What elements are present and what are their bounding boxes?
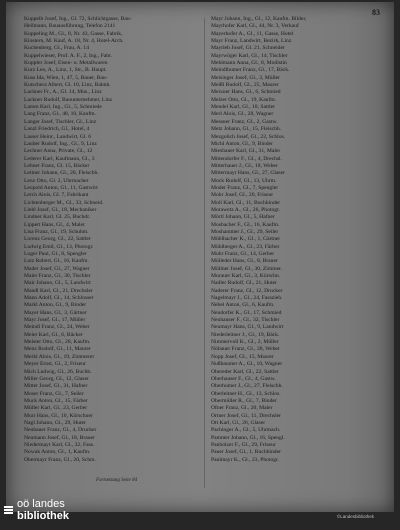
directory-entry: Nowak Anton, Gl., 1, Kaufm. [24, 449, 91, 456]
directory-entry: Lisa Franz, Gl., 19, Schuhm. [24, 228, 89, 235]
directory-entry: Oberleitner H., Gl., 13, Schlos. [211, 390, 281, 397]
logo-bars-icon [4, 506, 13, 514]
directory-entry: Mair Johann, Gl., 5, Landwirt [24, 280, 91, 287]
directory-entry: Kuppler Josef, Eisen- u. Metallwaren [24, 60, 108, 67]
directory-entry: Mich Ludwig, Gl., 26, Buchb. [24, 368, 92, 375]
directory-entry: Klostern, M. Kauf, A. 18, Nr. 4, Hotel-Arch. [24, 38, 124, 45]
directory-entry: Lasser Heinr., Landwirt, Gl. 6 [24, 133, 92, 140]
directory-entry: Merl Alois, Gl., 28, Wagner [211, 111, 274, 118]
directory-entry: Pauer Josef, Gl., 1, Buchbinder [211, 449, 281, 456]
directory-entry: Moll Karl, Gl., 11, Buchbinder [211, 199, 281, 206]
directory-entry: Mülleder Hans, Gl., 8, Brauer [211, 258, 278, 265]
directory-entry: Melzer Otto, Gl., 19, Kaufm. [211, 96, 277, 103]
library-logo [4, 498, 69, 522]
directory-entry: Lehner Franz, Gl. 15, Bäcker [24, 162, 90, 169]
directory-entry: Kuppeling M., Gl., 8, Nr. 43, Gasse, Fabrik, [24, 30, 123, 37]
column-divider [204, 18, 205, 488]
directory-entry: Mitter Josef, Gl., 31, Hafner [24, 383, 88, 390]
directory-entry: Murauer Karl, Gl., 3, Kürschn. [211, 273, 281, 280]
directory-entry: Niedermayr Karl, Gl., 32, Fass. [24, 441, 95, 448]
directory-entry: Lippert Hans, Gl., 4, Maler [24, 221, 85, 228]
directory-entry: Meister Otto, Gl., 28, Kaufm. [24, 339, 91, 346]
directory-entry: Kutschera Albert, Gl. 10, Linz, Bahnh. [24, 82, 111, 89]
directory-entry: Panholzer F., Gl., 29, Friseur [211, 441, 276, 448]
directory-entry: Mayrhofer Karl, Gl., 44, Nr. 3, Verkauf [211, 23, 299, 30]
directory-entry: Mayr Josef, Gl., 17, Müller [24, 317, 86, 324]
directory-entry: Nopp Josef, Gl., 15, Maurer [211, 353, 274, 360]
directory-entry: Lechner Anna, Private, Gl., 12 [24, 148, 93, 155]
directory-entry: Michl Anton, Gl., 9, Binder [211, 140, 273, 147]
directory-entry: Mendel Karl, Gl., 10, Sattler [211, 104, 276, 111]
directory-entry: Meißl Rudolf, Gl., 25, Maurer [211, 82, 279, 89]
directory-entry: Merkl Alois, Gl., 19, Zimmerer [24, 353, 95, 360]
directory-entry: Pachinger A., Gl., 5, Uhrmach. [211, 427, 281, 434]
directory-entry: Leitner Johann, Gl., 20, Fleischh. [24, 170, 99, 177]
directory-entry: Lauber Rudolf, Ing., Gl., 9, Linz [24, 140, 97, 147]
left-column [24, 16, 200, 464]
directory-entry: Lederer Karl, Kaufmann, Gl., 3 [24, 155, 95, 162]
directory-entry: Kuss Ida, Wien, 1, 47, 5, Bauer, Bau- [24, 74, 108, 81]
directory-entry: Lutz Robert, Gl., 16, Kaufm. [24, 258, 89, 265]
directory-entry: Oberhumer J., Gl., 27, Fleischh. [211, 383, 283, 390]
directory-entry: Obermüller R., Gl., 7, Binder [211, 397, 277, 404]
directory-entry: Mittendorfer F., Gl., 4, Drechsl. [211, 155, 283, 162]
directory-entry: Meixner Hans, Gl., 6, Schmied [211, 89, 281, 96]
directory-entry: Moshammer J., Gl., 29, Seiler [211, 228, 279, 235]
directory-entry: Neuhauser F., Gl., 32, Tischler [211, 317, 280, 324]
directory-entry: Meindl Franz, Gl., 24, Weber [24, 324, 90, 331]
directory-entry: Langer Josef, Tischler, Gl., Linz [24, 118, 97, 125]
directory-entry: Liebl Josef, Gl., 18, Mechaniker [24, 206, 97, 213]
directory-entry: Meisinger Josef, Gl., 3, Müller [211, 74, 280, 81]
directory-entry: Pammer Johann, Gl., 16, Spengl. [211, 434, 285, 441]
directory-entry: Miesbauer Karl, Gl., 31, Maler [211, 148, 281, 155]
directory-entry: Mitterbauer J., Gl., 18, Weber [211, 162, 278, 169]
directory-entry: Markl Anton, Gl., 9, Binder [24, 302, 87, 309]
directory-entry: Nußbaumer A., Gl., 10, Wagner [211, 361, 283, 368]
directory-entry: Metz Johann, Gl., 15, Fleischh. [211, 126, 282, 133]
directory-entry: Naderer Franz, Gl., 12, Drucker [211, 287, 283, 294]
directory-entry: Mohr Josef, Gl., 20, Friseur [211, 192, 274, 199]
directory-entry: Mosbacher F., Gl., 16, Kaufm. [211, 221, 280, 228]
directory-entry: Neudorfer K., Gl., 17, Schmied [211, 309, 282, 316]
directory-entry: Mezgolich Josef, Gl., 22, Schlos. [211, 133, 286, 140]
directory-entry: Niederleitner J., Gl., 19, Bäck. [211, 331, 280, 338]
copyright-notice: ©Landesbibliothek [336, 514, 374, 519]
directory-entry: Heilmann, Bauausführung, Telefon 2141 [24, 23, 116, 30]
directory-entry: Mayr Franz, Landwirt, Bezirk, Linz [211, 38, 292, 45]
directory-entry: Mayr Johann, Ing., Gl., 12, Kaufm. Bilder, [211, 16, 307, 22]
directory-entry: Muhr Franz, Gl., 14, Gerber [211, 251, 275, 257]
directory-entry: Ortner Josef, Gl., 11, Drechsler [211, 412, 282, 419]
directory-entry: Nadler Rudolf, Gl., 21, Huter [211, 280, 277, 287]
directory-entry: Miller Georg, Gl., 12, Glaser [24, 375, 89, 382]
directory-entry: Kuppelb Josef, Ing., Gl. 72, Schlichtgasse, Bau- [24, 16, 132, 22]
directory-entry: Obermayr Franz, Gl., 20, Schm. [24, 456, 96, 463]
directory-entry: Ofner Franz, Gl., 20, Maler [211, 405, 273, 412]
directory-entry: Kuppelwieser, Prof. A. F., 2, Ing., Fabr. [24, 52, 113, 59]
directory-entry: Oberhauser F., Gl., 4, Gastw. [211, 375, 276, 382]
directory-entry: Lanzl Friedrich, Gl., Hotel, 4 [24, 126, 90, 133]
directory-entry: Nöbauer Franz, Gl., 28, Weber [211, 346, 280, 353]
right-column [211, 16, 387, 464]
directory-entry: Meier Karl, Gl., 6, Bäcker [24, 331, 83, 338]
directory-entry: Mayer Hans, Gl., 3, Gärtner [24, 309, 87, 316]
directory-entry: Nimmervoll K., Gl., 2, Müller [211, 339, 279, 346]
directory-entry: Maier Franz, Gl., 30, Tischler [24, 273, 91, 280]
directory-entry: Mann Adolf, Gl., 14, Schlosser [24, 295, 94, 302]
directory-entry: Kuchenberg, Gl., Frau, A. 14 [24, 45, 89, 52]
directory-entry: Lamm Karl, Ing., Gl., 5, Schmiede [24, 104, 102, 111]
directory-entry: Moser Franz, Gl., 7, Seiler [24, 390, 84, 397]
directory-entry: Ott Karl, Gl., 26, Glaser [211, 419, 266, 426]
directory-entry: Mock Rudolf, Gl., 13, Uhrm. [211, 177, 277, 184]
directory-entry: Nagelmayr J., Gl., 24, Fasszieh. [211, 295, 283, 302]
directory-entry: Muck Anton, Gl., 15, Färber [24, 397, 88, 404]
footnote: Fortsetzung Seite 84 [96, 478, 138, 483]
directory-entry: Meindlhumer Franz, Gl., 17, Bäck. [211, 67, 290, 74]
directory-entry: Nagl Johann, Gl., 29, Huter [24, 419, 86, 426]
directory-entry: Müller Karl, Gl., 23, Gerber [24, 405, 88, 412]
directory-entry: Lerch Alois, Gl. 7, Fabrikant [24, 192, 89, 199]
directory-entry: Müllner Josef, Gl., 30, Zimmer. [211, 265, 283, 272]
directory-entry: Morawetz A., Gl., 26, Photogr. [211, 206, 280, 213]
directory-entry: Leopold Anton, Gl., 11, Gastwirt [24, 184, 98, 191]
directory-entry: Mader Josef, Gl., 27, Wagner [24, 265, 90, 272]
directory-entry: Lackner Rudolf, Bauunternehmer, Linz [24, 96, 113, 103]
directory-entry: Meyer Ernst, Gl., 2, Friseur [24, 361, 86, 368]
directory-entry: Paulmayr K., Gl., 23, Photogr. [211, 456, 280, 463]
logo-line-2: bibliothek [17, 510, 69, 522]
directory-entry: Messner Franz, Gl., 2, Gastw. [211, 118, 278, 125]
directory-entry: Lachner Fr., A., Gl. 14, Mus., Linz [24, 89, 102, 96]
directory-entry: Nebel Anton, Gl., 6, Kaufm. [211, 302, 275, 309]
directory-entry: Neumayr Hans, Gl., 9, Landwirt [211, 324, 284, 331]
directory-entry: Luger Paul, Gl., 8, Spengler [24, 251, 87, 257]
directory-entry: Lichtenberger M., Gl., 33, Schneid. [24, 199, 104, 206]
logo-line-1: oö landes [17, 498, 65, 510]
directory-entry: Lindner Karl, Gl. 25, Buchdr. [24, 214, 91, 221]
directory-entry: Lenz Otto, Gl. 2, Uhrmacher [24, 177, 89, 184]
directory-entry: Ludwig Emil, Gl., 13, Photogr. [24, 243, 94, 250]
directory-entry: Mayrwöger Karl, Gl., 14, Tischler [211, 52, 288, 59]
page-number: 83 [372, 8, 380, 17]
directory-entry: Kurz Leo, A., Linz, 1, Str., B. Haupt. [24, 67, 107, 74]
directory-entry: Menz Rudolf, Gl., 11, Maurer [24, 346, 91, 353]
directory-entry: Neubauer Franz, Gl., 4, Drucker [24, 427, 97, 434]
directory-entry: Murr Hans, Gl., 10, Kürschner [24, 412, 93, 419]
directory-entry: Obereder Karl, Gl., 22, Sattler [211, 368, 279, 375]
directory-entry: Mittermayr Hans, Gl., 27, Glaser [211, 170, 285, 177]
directory-entry: Mörtl Johann, Gl., 5, Hafner [211, 214, 275, 221]
directory-entry: Mayerhofer A., Gl., 11, Gasse, Hotel [211, 30, 294, 37]
directory-entry: Moder Franz, Gl., 7, Spengler [211, 184, 279, 191]
directory-entry: Mandl Karl, Gl., 21, Drechsler [24, 287, 93, 294]
paper-sheet [6, 2, 394, 512]
directory-entry: Mühlbacher K., Gl., 1, Gärtner [211, 236, 281, 243]
directory-entry: Mayrleb Josef, Gl. 21, Schneider [211, 45, 285, 52]
directory-entry: Neumann Josef, Gl., 18, Brauer [24, 434, 95, 441]
directory-entry: Lorenz Georg, Gl., 22, Sattler [24, 236, 91, 243]
directory-entry: Lang Franz, Gl., 48, 10, Kaufm. [24, 111, 96, 118]
directory-entry: Mehlmann Anna, Gl., 8, Modistin [211, 60, 287, 67]
directory-entry: Mühlberger A., Gl., 23, Färber [211, 243, 280, 250]
